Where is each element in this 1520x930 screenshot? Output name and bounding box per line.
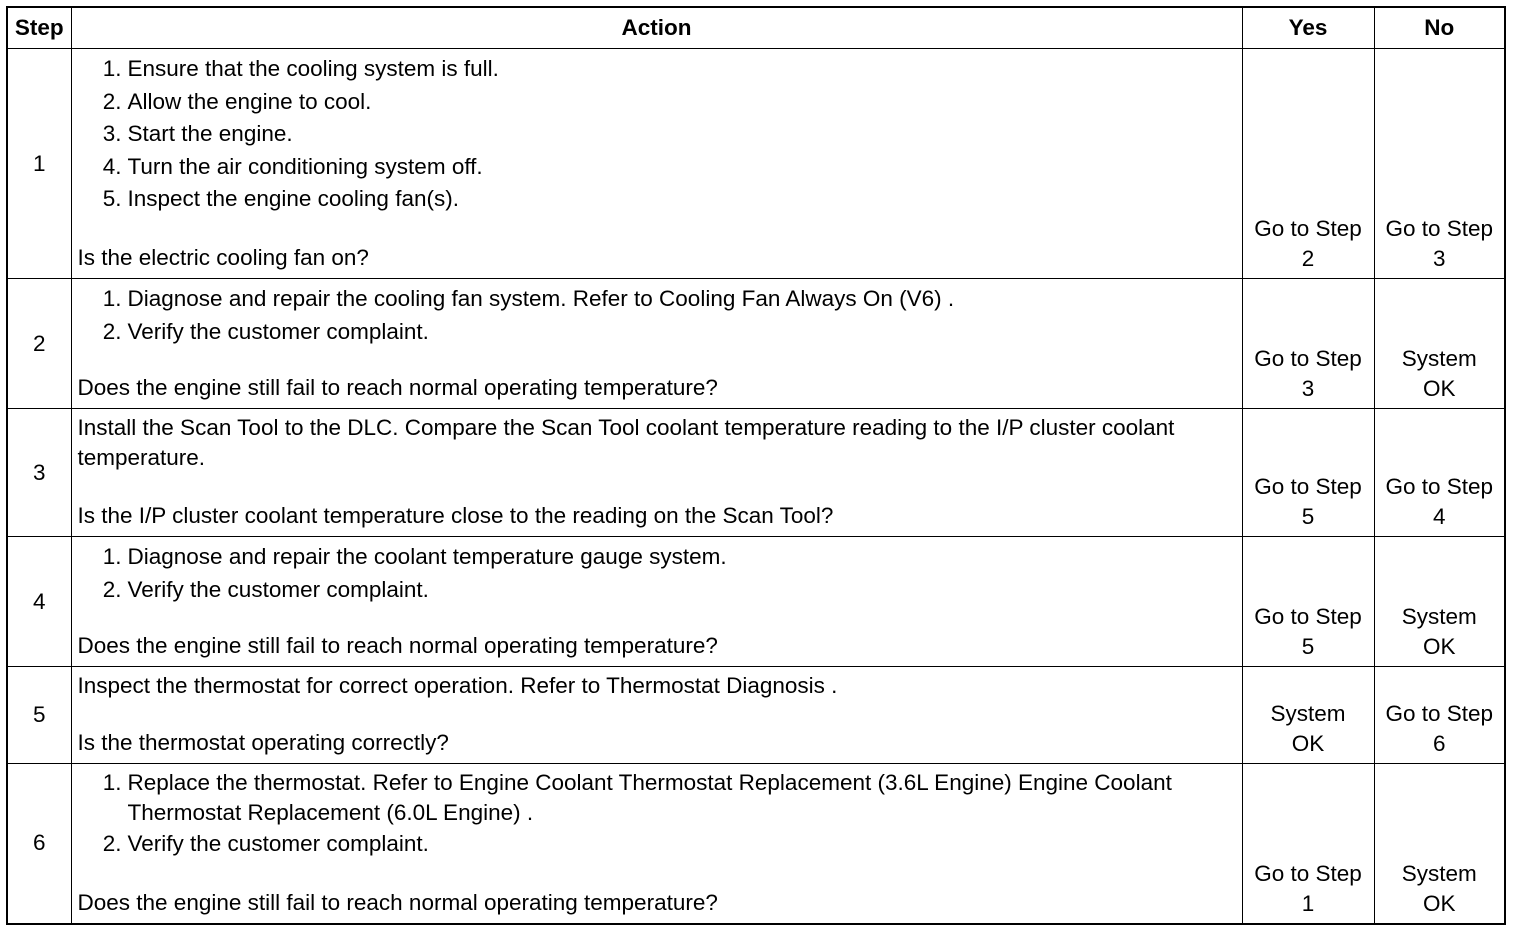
step-number: 6 [7,764,71,924]
yes-result: System OK [1242,667,1374,764]
yes-result: Go to Step 3 [1242,279,1374,409]
action-cell [71,409,1242,537]
list-item: 2. Verify the customer complaint. [102,831,429,856]
step-number: 5 [7,667,71,764]
yes-result: Go to Step 2 [1242,49,1374,279]
table-row [7,537,1505,667]
yes-result: Go to Step 1 [1242,764,1374,924]
table-row [7,49,1505,279]
list-item: 1. Ensure that the cooling system is full. [102,56,499,81]
no-result: System OK [1374,279,1505,409]
yes-result: Go to Step 5 [1242,537,1374,667]
list-item: 5. Inspect the engine cooling fan(s). [102,186,459,211]
no-result: Go to Step 4 [1374,409,1505,537]
question-text: Does the engine still fail to reach normal operating temperature? [77,633,718,658]
action-cell [71,49,1242,279]
list-item: 2. Verify the customer complaint. [102,576,429,602]
header-step: Step [7,7,71,49]
no-result: Go to Step 6 [1374,667,1505,764]
header-yes: Yes [1242,7,1374,49]
action-list [78,283,1234,348]
question-text: Does the engine still fail to reach normal operating temperature? [77,375,718,400]
no-result: System OK [1374,764,1505,924]
step-number: 4 [7,537,71,667]
list-item: 1. Diagnose and repair the coolant temperature gauge system. [102,544,727,569]
action-cell [71,537,1242,667]
no-result: Go to Step 3 [1374,49,1505,279]
action-cell [71,279,1242,409]
table-row [7,409,1505,537]
instruction-text: Install the Scan Tool to the DLC. Compare the Scan Tool coolant temperature reading to the I/P cluster coolant temperature. [77,415,1175,470]
list-item: 3. Start the engine. [102,121,293,146]
table-row [7,667,1505,764]
yes-result: Go to Step 5 [1242,409,1374,537]
no-result: System OK [1374,537,1505,667]
table-row [7,764,1505,924]
list-item: 2. Allow the engine to cool. [102,88,372,114]
diagnostic-table [6,6,1506,925]
question-text: Does the engine still fail to reach normal operating temperature? [77,889,718,915]
step-number: 1 [7,49,71,279]
action-list [78,768,1234,861]
header-row [7,7,1505,49]
header-no: No [1374,7,1505,49]
question-text: Is the thermostat operating correctly? [77,730,449,755]
step-number: 3 [7,409,71,537]
list-item: 1. Diagnose and repair the cooling fan system. Refer to Cooling Fan Always On (V6) . [102,286,955,311]
action-list [78,541,1234,606]
question-text: Is the electric cooling fan on? [77,245,369,270]
step-number: 2 [7,279,71,409]
instruction-text: Inspect the thermostat for correct operation. Refer to Thermostat Diagnosis . [77,673,838,698]
header-action: Action [71,7,1242,49]
action-list [78,53,1234,216]
question-text: Is the I/P cluster coolant temperature close to the reading on the Scan Tool? [77,503,834,528]
list-item: 1. Replace the thermostat. Refer to Engine Coolant Thermostat Replacement (3.6L Engine) Engine Coolant Thermostat Replacement (6.0L Engine) . [102,770,1172,825]
action-cell [71,667,1242,764]
action-cell [71,764,1242,924]
list-item: 2. Verify the customer complaint. [102,318,429,344]
table-row [7,279,1505,409]
list-item: 4. Turn the air conditioning system off. [102,153,483,179]
